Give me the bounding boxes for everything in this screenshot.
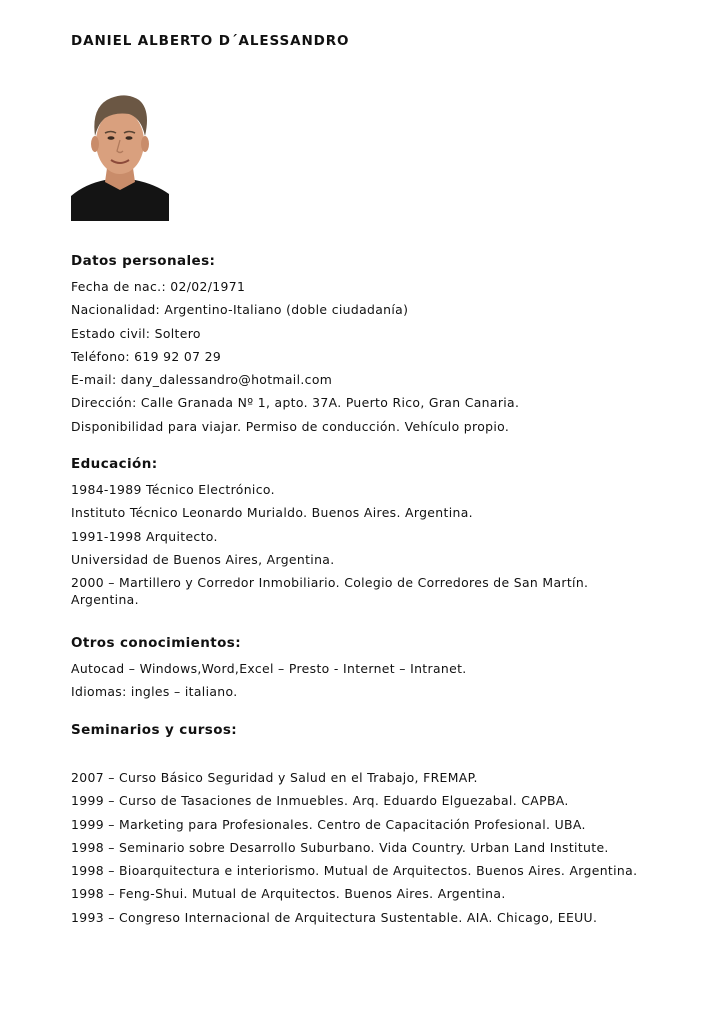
courses-section [71, 721, 711, 744]
marital-status: Estado civil: Soltero [71, 325, 201, 341]
course-item: 1998 – Seminario sobre Desarrollo Suburbano. Vida Country. Urban Land Institute. [71, 839, 609, 855]
course-item: 1993 – Congreso Internacional de Arquitectura Sustentable. AIA. Chicago, EEUU. [71, 909, 598, 925]
course-item: 1998 – Bioarquitectura e interiorismo. Mutual de Arquitectos. Buenos Aires. Argentina. [71, 863, 638, 879]
course-item: 1999 – Marketing para Profesionales. Centro de Capacitación Profesional. UBA. [71, 816, 586, 832]
candidate-name: DANIEL ALBERTO D´ALESSANDRO [71, 33, 350, 49]
personal-data-section [71, 252, 711, 438]
course-item: 2007 – Curso Básico Seguridad y Salud en el Trabajo, FREMAP. [71, 770, 478, 785]
course-item: 1998 – Feng-Shui. Mutual de Arquitectos. Buenos Aires. Argentina. [71, 886, 506, 902]
birth-date: Fecha de nac.: 02/02/1971 [71, 279, 246, 294]
courses-list [71, 766, 711, 929]
education-item: 2000 – Martillero y Corredor Inmobiliario. Colegio de Corredores de San Martín. Argentina. [71, 575, 589, 608]
education-heading: Educación: [71, 456, 158, 472]
availability: Disponibilidad para viajar. Permiso de conducción. Vehículo propio. [71, 418, 510, 434]
nationality: Nacionalidad: Argentino-Italiano (doble ciudadanía) [71, 302, 409, 318]
phone: Teléfono: 619 92 07 29 [71, 348, 222, 364]
languages-item: Idiomas: ingles – italiano. [71, 684, 238, 700]
courses-heading: Seminarios y cursos: [71, 722, 238, 738]
address: Dirección: Calle Granada Nº 1, apto. 37A. Puerto Rico, Gran Canaria. [71, 395, 520, 411]
skills-heading: Otros conocimientos: [71, 635, 242, 651]
email: E-mail: dany_dalessandro@hotmail.com [71, 372, 333, 388]
skills-section [71, 634, 711, 704]
profile-photo [71, 84, 169, 221]
course-item: 1999 – Curso de Tasaciones de Inmuebles. Arq. Eduardo Elguezabal. CAPBA. [71, 793, 569, 809]
education-item: 1991-1998 Arquitecto. [71, 528, 218, 544]
skills-item: Autocad – Windows,Word,Excel – Presto - Internet – Intranet. [71, 661, 467, 676]
education-item: Instituto Técnico Leonardo Murialdo. Buenos Aires. Argentina. [71, 505, 473, 521]
education-item: Universidad de Buenos Aires, Argentina. [71, 551, 335, 567]
education-section [71, 455, 711, 608]
personal-data-heading: Datos personales: [71, 253, 216, 269]
education-item: 1984-1989 Técnico Electrónico. [71, 482, 275, 497]
